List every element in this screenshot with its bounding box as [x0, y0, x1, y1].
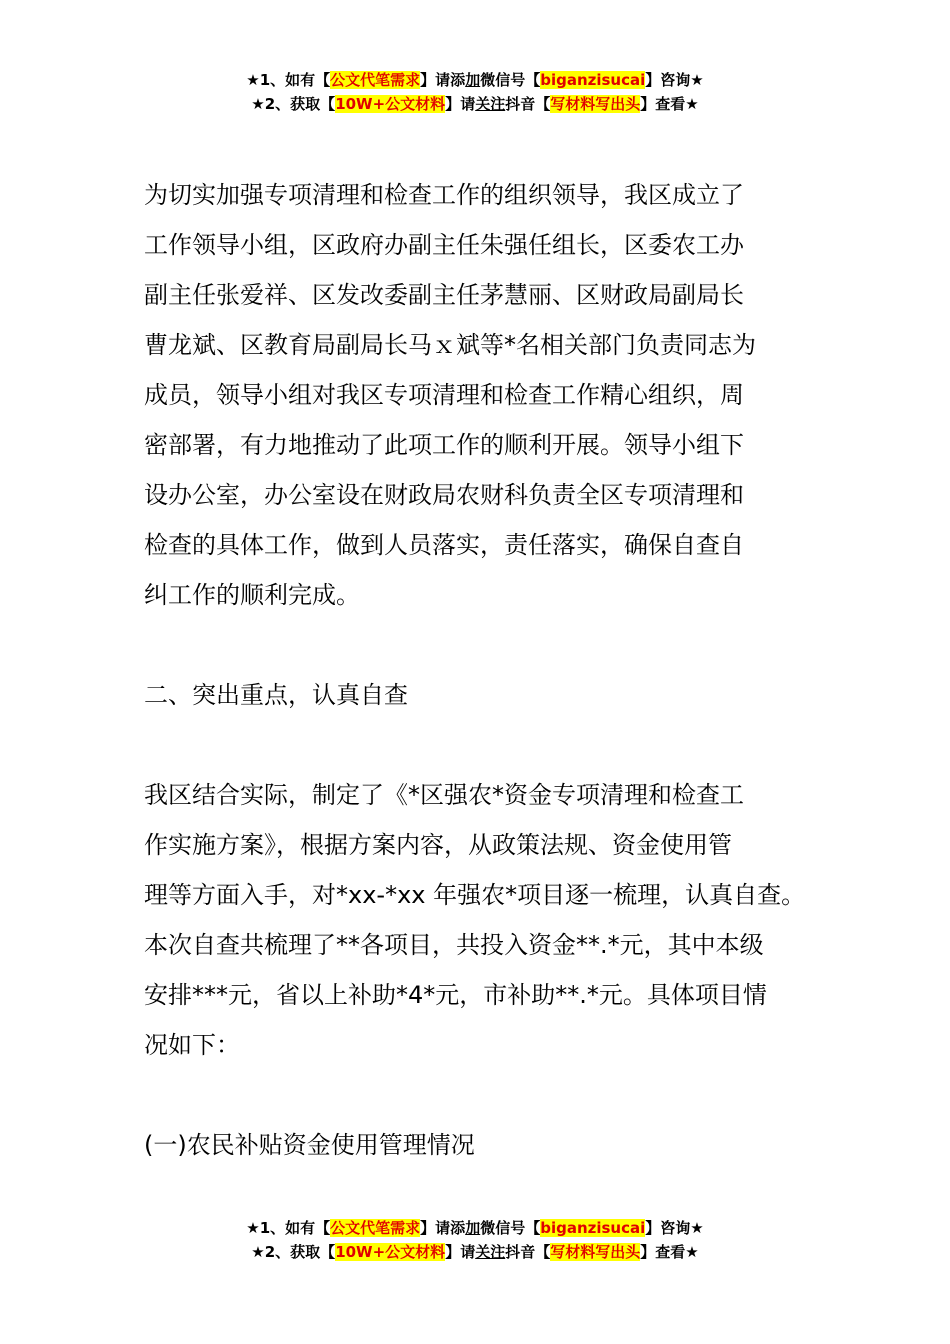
text-line: 作实施方案》，根据方案内容，从政策法规、资金使用管	[144, 831, 732, 859]
promo-text: 微信号【	[480, 71, 541, 89]
highlight-wechat-id: biganzisucai	[540, 71, 646, 89]
promo-text-underlined: 加	[465, 71, 481, 89]
promo-banner-top	[0, 68, 950, 116]
section-heading-3: (一)农民补贴资金使用管理情况	[144, 1131, 475, 1159]
paragraph-leadership	[144, 170, 810, 620]
highlight-service: 公文代笔需求	[330, 71, 421, 89]
promo-text: 】查看★	[640, 95, 699, 113]
promo-text-underlined: 加	[465, 1219, 481, 1237]
text-line: 我区结合实际，制定了《*区强农*资金专项清理和检查工	[144, 781, 744, 809]
text-line: 为切实加强专项清理和检查工作的组织领导，我区成立了	[144, 181, 744, 209]
promo-text-underlined: 关注	[475, 1243, 506, 1261]
promo-line-1	[0, 1216, 950, 1240]
highlight-materials: 10W+公文材料	[335, 95, 446, 113]
promo-line-2	[0, 1240, 950, 1264]
text-line: 成员，领导小组对我区专项清理和检查工作精心组织，周	[144, 381, 744, 409]
highlight-wechat-id: biganzisucai	[540, 1219, 646, 1237]
promo-text: ★2、获取【	[251, 95, 336, 113]
promo-text: 】请	[445, 95, 476, 113]
promo-text-underlined: 关注	[475, 95, 506, 113]
text-line: 况如下：	[144, 1031, 240, 1059]
text-line: 纠工作的顺利完成。	[144, 581, 360, 609]
text-line: 工作领导小组，区政府办副主任朱强任组长，区委农工办	[144, 231, 744, 259]
highlight-service: 公文代笔需求	[330, 1219, 421, 1237]
promo-line-2	[0, 92, 950, 116]
promo-text: 】咨询★	[645, 1219, 704, 1237]
promo-text: 】请	[445, 1243, 476, 1261]
text-line: 设办公室，办公室设在财政局农财科负责全区专项清理和	[144, 481, 744, 509]
promo-text: 】咨询★	[645, 71, 704, 89]
text-line: 副主任张爱祥、区发改委副主任茅慧丽、区财政局副局长	[144, 281, 744, 309]
highlight-douyin-id: 写材料写出头	[550, 1243, 641, 1261]
promo-text: ★1、如有【	[246, 1219, 331, 1237]
text-line: 本次自查共梳理了**各项目，共投入资金**.*元，其中本级	[144, 931, 764, 959]
promo-text: 】请添	[420, 1219, 466, 1237]
promo-banner-bottom	[0, 1216, 950, 1264]
text-line: 安排***元，省以上补助*4*元，市补助**.*元。具体项目情	[144, 981, 767, 1009]
promo-text: 抖音【	[505, 95, 551, 113]
section-heading-2: 二、突出重点，认真自查	[144, 681, 408, 709]
promo-text: ★1、如有【	[246, 71, 331, 89]
promo-text: ★2、获取【	[251, 1243, 336, 1261]
text-line: 曹龙斌、区教育局副局长马ｘ斌等*名相关部门负责同志为	[144, 331, 756, 359]
highlight-douyin-id: 写材料写出头	[550, 95, 641, 113]
document-body	[144, 170, 810, 1170]
promo-line-1	[0, 68, 950, 92]
text-line: 检查的具体工作，做到人员落实，责任落实，确保自查自	[144, 531, 744, 559]
text-line: 密部署，有力地推动了此项工作的顺利开展。领导小组下	[144, 431, 744, 459]
promo-text: 】请添	[420, 71, 466, 89]
paragraph-self-check	[144, 770, 810, 1070]
promo-text: 微信号【	[480, 1219, 541, 1237]
promo-text: 】查看★	[640, 1243, 699, 1261]
promo-text: 抖音【	[505, 1243, 551, 1261]
text-line: 理等方面入手，对*xx-*xx 年强农*项目逐一梳理，认真自查。	[144, 881, 806, 909]
highlight-materials: 10W+公文材料	[335, 1243, 446, 1261]
